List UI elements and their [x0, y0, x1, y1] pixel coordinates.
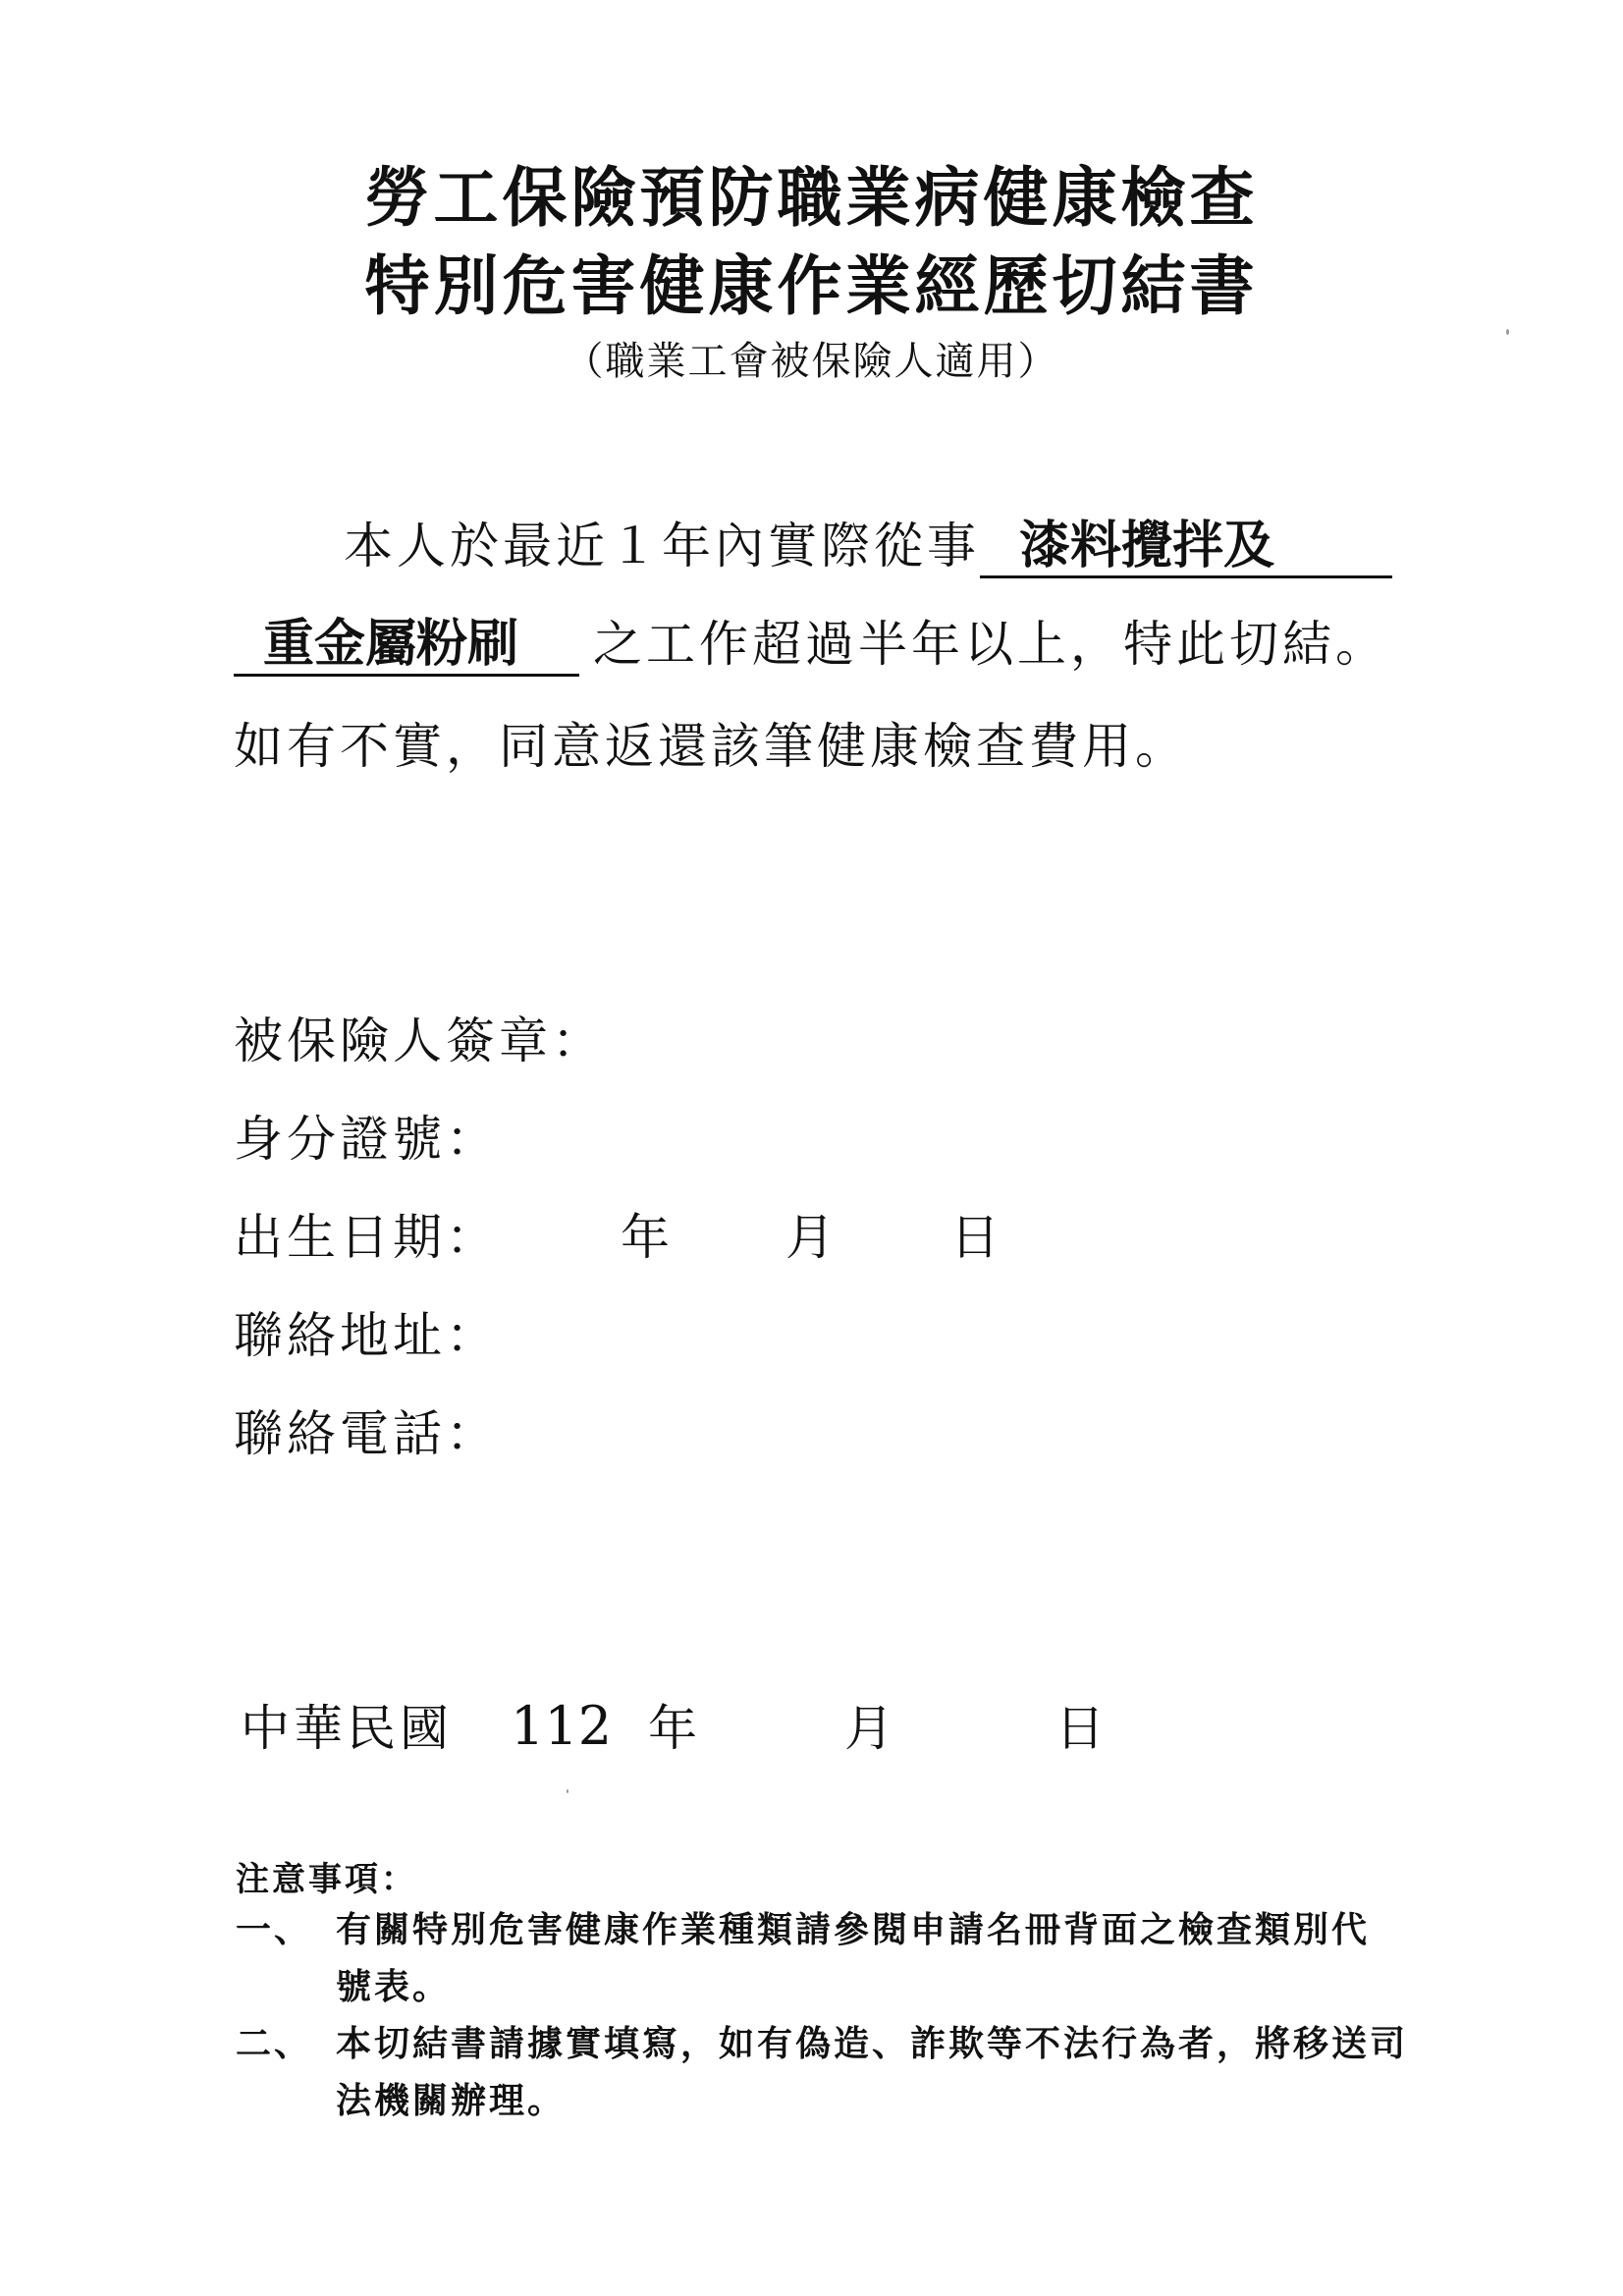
birth-month-unit: 月	[785, 1209, 835, 1266]
scan-speck	[567, 1789, 568, 1793]
date-year-unit: 年	[648, 1700, 697, 1757]
note-2-line2: 法機關辦理。	[336, 2080, 567, 2121]
occupation-fill-2: 重金屬粉刷	[234, 619, 579, 677]
statement-part1: 本人於最近１年內實際從事	[344, 518, 980, 574]
address-label: 聯絡地址：	[234, 1307, 499, 1364]
date-month-unit: 月	[844, 1700, 893, 1757]
statement-line1	[344, 517, 1392, 578]
birth-day-unit: 日	[950, 1209, 1000, 1266]
date-day-unit: 日	[1055, 1700, 1105, 1757]
note-2-line1: 本切結書請據實填寫，如有偽造、詐欺等不法行為者，將移送司	[336, 2023, 1409, 2064]
note-1-line1: 有關特別危害健康作業種類請參閱申請名冊背面之檢查類別代	[336, 1909, 1371, 1950]
phone-label: 聯絡電話：	[234, 1405, 499, 1462]
birth-date-label: 出生日期：	[234, 1209, 499, 1266]
statement-line2	[234, 615, 1388, 677]
statement-part2: 之工作超過半年以上，特此切結。	[593, 616, 1388, 673]
signature-label: 被保險人簽章：	[234, 1012, 605, 1069]
note-2-number: 二、	[236, 2023, 313, 2064]
occupation-fill-1: 漆料攪拌及	[980, 520, 1392, 578]
note-1-number: 一、	[236, 1909, 313, 1950]
scan-speck	[1506, 329, 1509, 335]
date-year-value: 112	[511, 1695, 613, 1757]
document-title-line2: 特別危害健康作業經歷切結書	[364, 247, 1259, 324]
birth-year-unit: 年	[621, 1209, 670, 1266]
note-1-line2: 號表。	[336, 1966, 452, 2007]
date-era: 中華民國	[241, 1700, 453, 1757]
statement-line3: 如有不實，同意返還該筆健康檢查費用。	[234, 718, 1188, 775]
id-number-label: 身分證號：	[234, 1111, 499, 1168]
notes-title: 注意事項：	[236, 1860, 417, 1899]
document-subtitle: （職業工會被保險人適用）	[564, 339, 1059, 384]
document-title-line1: 勞工保險預防職業病健康檢查	[364, 159, 1259, 236]
